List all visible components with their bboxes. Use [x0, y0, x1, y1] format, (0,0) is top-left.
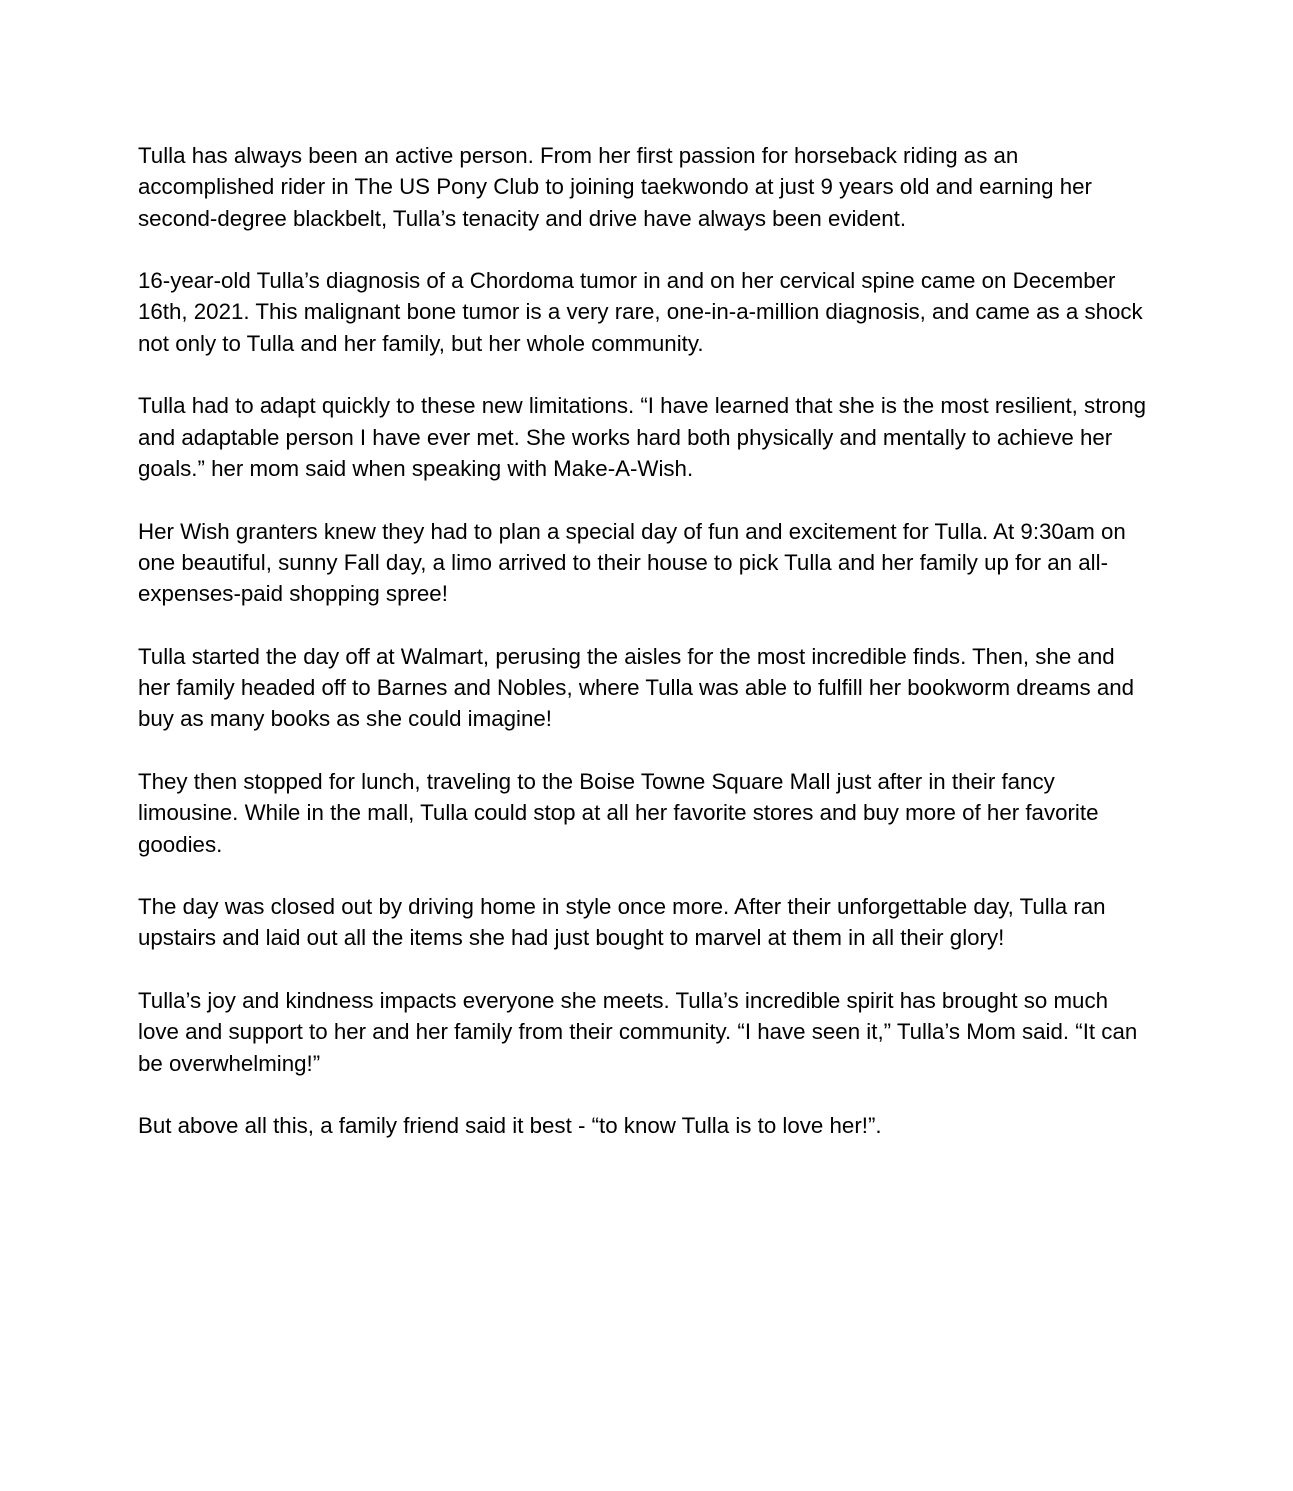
paragraph: Tulla started the day off at Walmart, perusing the aisles for the most incredible finds. Then, she and her family headed off to Barnes and Nobles, where Tulla was able to fulfill her bookworm dreams and buy as many books as she could imagine! [138, 643, 1135, 732]
paragraph: They then stopped for lunch, traveling to the Boise Towne Square Mall just after in their fancy limousine. While in the mall, Tulla could stop at all her favorite stores and buy more of her favorite goodies. [138, 768, 1099, 857]
paragraph: Tulla had to adapt quickly to these new limitations. “I have learned that she is the most resilient, strong and adaptable person I have ever met. She works hard both physically and mentally to achieve her goals.” her mom said when speaking with Make-A-Wish. [138, 393, 1147, 481]
paragraph: 16-year-old Tulla’s diagnosis of a Chordoma tumor in and on her cervical spine came on December 16th, 2021. This malignant bone tumor is a very rare, one-in-a-million diagnosis, and came as a shock not only to Tulla and her family, but her whole community. [138, 268, 1143, 356]
paragraph: The day was closed out by driving home in style once more. After their unforgettable day, Tulla ran upstairs and laid out all the items she had just bought to marvel at them in all their glory! [138, 894, 1106, 951]
paragraph: But above all this, a family friend said it best - “to know Tulla is to love her!”. [138, 1113, 882, 1139]
document-body [138, 140, 1148, 1173]
paragraph: Tulla has always been an active person. From her first passion for horseback riding as an accomplished rider in The US Pony Club to joining taekwondo at just 9 years old and earning her second-degree blackbelt, Tulla’s tenacity and drive have always been evident. [138, 143, 1092, 231]
paragraph: Tulla’s joy and kindness impacts everyone she meets. Tulla’s incredible spirit has brought so much love and support to her and her family from their community. “I have seen it,” Tulla’s Mom said. “It can be overwhelming!” [138, 988, 1138, 1076]
paragraph: Her Wish granters knew they had to plan a special day of fun and excitement for Tulla. At 9:30am on one beautiful, sunny Fall day, a limo arrived to their house to pick Tulla and her family up for an all-expenses-paid shopping spree! [138, 518, 1126, 607]
